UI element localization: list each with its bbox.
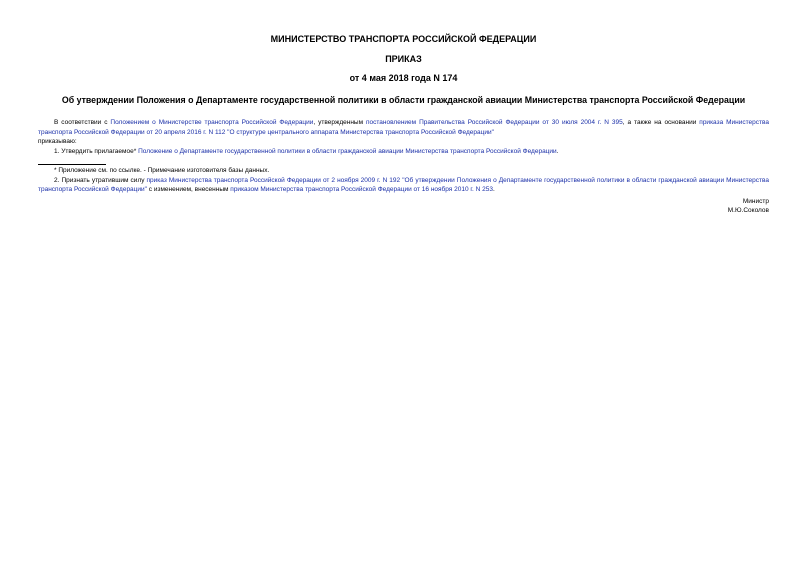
order-closing: приказываю:	[38, 138, 77, 145]
preamble-paragraph	[38, 118, 769, 137]
footnote-text: * Приложение см. по ссылке. - Примечание изготовителя базы данных.	[54, 167, 270, 174]
item-1-end: .	[556, 147, 559, 155]
signatory-name: М.Ю.Соколов	[727, 207, 769, 214]
repealed-order-link[interactable]: приказ Министерства транспорта Российской Федерации от 2 ноября 2009 г. N 192 "Об утверждении Положения о Департаменте государственной политики в области гражданской авиации Министерства транспорта Российской Федерации"	[38, 176, 769, 193]
item-2-text-1: 2. Признать утратившим силу	[54, 176, 147, 184]
preamble-text-1: В соответствии с	[54, 119, 111, 126]
item-1-paragraph	[38, 147, 769, 157]
item-2-text-2: с изменением, внесенным	[146, 186, 231, 193]
document-page	[38, 34, 769, 216]
item-2-end: .	[492, 186, 495, 193]
preamble-text-3: , а также на основании	[622, 119, 700, 126]
government-decree-link[interactable]: постановлением Правительства Российской Федерации от 30 июля 2004 г. N 395	[366, 119, 623, 126]
signatory-position: Министр	[742, 197, 769, 205]
document-date-number: от 4 мая 2018 года N 174	[349, 73, 458, 83]
preamble-text-2: , утвержденным	[313, 119, 367, 126]
item-2-paragraph	[38, 176, 769, 195]
department-regulation-link[interactable]: Положение о Департаменте государственной политики в области гражданской авиации Министерства транспорта Российской Федерации	[138, 147, 557, 155]
item-1-text: 1. Утвердить прилагаемое*	[54, 147, 139, 155]
order-structure-link[interactable]: приказа Министерства транспорта Российской Федерации от 20 апреля 2016 г. N 112 "О структуре центрального аппарата Министерства транспорта Российской Федерации"	[38, 119, 769, 136]
regulation-ministry-link[interactable]: Положением о Министерстве транспорта Российской Федерации	[110, 119, 314, 126]
footnote-divider	[38, 164, 106, 165]
amendment-order-link[interactable]: приказом Министерства транспорта Российской Федерации от 16 ноября 2010 г. N 253	[230, 186, 493, 193]
ministry-heading: МИНИСТЕРСТВО ТРАНСПОРТА РОССИЙСКОЙ ФЕДЕРАЦИИ	[270, 34, 537, 44]
document-type-heading: ПРИКАЗ	[385, 54, 422, 64]
document-title: Об утверждении Положения о Департаменте государственной политики в области гражданской авиации Министерства транспорта Российской Федерации	[61, 95, 746, 105]
